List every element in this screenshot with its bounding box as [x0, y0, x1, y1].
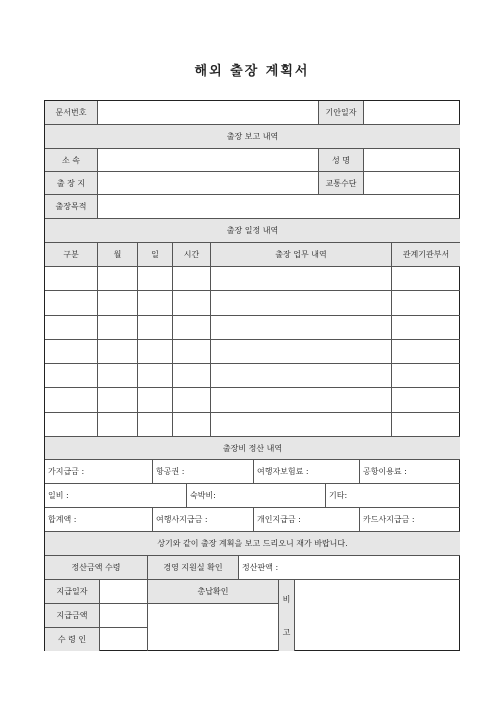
schedule-cell-agency[interactable]: [392, 364, 460, 388]
col-time: 시간: [173, 243, 211, 267]
schedule-cell-agency[interactable]: [392, 413, 460, 437]
schedule-cell-duty[interactable]: [211, 291, 392, 315]
pay-date-label: 지급일자: [45, 580, 100, 604]
pay-amount-label: 지급금액: [45, 604, 100, 628]
schedule-cell-month[interactable]: [98, 364, 138, 388]
schedule-cell-category[interactable]: [45, 340, 98, 364]
schedule-cell-day[interactable]: [138, 340, 173, 364]
advance-payment-field[interactable]: 가지급금 :: [45, 460, 153, 484]
schedule-cell-time[interactable]: [173, 291, 211, 315]
lodging-field[interactable]: 숙박비:: [187, 484, 326, 508]
schedule-cell-time[interactable]: [173, 267, 211, 291]
remarks-label-char-1: 비: [282, 594, 291, 604]
col-agency: 관계기관부서: [392, 243, 460, 267]
schedule-cell-duty[interactable]: [211, 364, 392, 388]
doc-no-field[interactable]: [98, 101, 319, 125]
col-category: 구분: [45, 243, 98, 267]
destination-field[interactable]: [98, 172, 319, 195]
page-title: 해외 출장 계획서: [194, 64, 310, 79]
col-month: 월: [98, 243, 138, 267]
other-expense-field[interactable]: 기타:: [326, 484, 460, 508]
schedule-cell-time[interactable]: [173, 316, 211, 340]
settlement-received-label: 정산금액 수령: [45, 556, 148, 580]
schedule-cell-time[interactable]: [173, 413, 211, 437]
schedule-cell-day[interactable]: [138, 364, 173, 388]
total-amount-field[interactable]: 합계액 :: [45, 508, 153, 532]
trip-plan-form: [44, 100, 460, 651]
schedule-cell-month[interactable]: [98, 388, 138, 412]
schedule-cell-category[interactable]: [45, 413, 98, 437]
support-confirm-label: 경영 지원실 확인: [148, 556, 239, 580]
schedule-cell-month[interactable]: [98, 340, 138, 364]
schedule-cell-day[interactable]: [138, 291, 173, 315]
name-field[interactable]: [364, 149, 460, 172]
total-confirm-label: 총납확인: [148, 580, 279, 604]
schedule-cell-agency[interactable]: [392, 340, 460, 364]
personal-payment-field[interactable]: 개인지급금 :: [254, 508, 360, 532]
receiver-label: 수 령 인: [45, 628, 100, 651]
transport-field[interactable]: [364, 172, 460, 195]
airport-fee-field[interactable]: 공항이용료 :: [360, 460, 460, 484]
settlement-result-field[interactable]: 정산판액 :: [239, 556, 460, 580]
air-ticket-field[interactable]: 항공권 :: [153, 460, 254, 484]
remarks-label-char-2: 고: [282, 627, 291, 637]
schedule-cell-category[interactable]: [45, 388, 98, 412]
schedule-cell-category[interactable]: [45, 267, 98, 291]
purpose-field[interactable]: [98, 195, 460, 219]
pay-amount-field[interactable]: [100, 604, 148, 628]
pay-date-field[interactable]: [100, 580, 148, 604]
schedule-cell-day[interactable]: [138, 316, 173, 340]
schedule-cell-day[interactable]: [138, 267, 173, 291]
report-section-header: 출장 보고 내역: [45, 125, 460, 149]
schedule-cell-month[interactable]: [98, 316, 138, 340]
schedule-cell-agency[interactable]: [392, 291, 460, 315]
daily-allowance-field[interactable]: 일비 :: [45, 484, 187, 508]
schedule-cell-month[interactable]: [98, 267, 138, 291]
schedule-cell-duty[interactable]: [211, 388, 392, 412]
card-payment-field[interactable]: 카드사지급금 :: [360, 508, 460, 532]
schedule-cell-time[interactable]: [173, 388, 211, 412]
schedule-cell-category[interactable]: [45, 364, 98, 388]
name-label: 성 명: [319, 149, 364, 172]
schedule-cell-time[interactable]: [173, 340, 211, 364]
schedule-cell-agency[interactable]: [392, 267, 460, 291]
schedule-cell-agency[interactable]: [392, 388, 460, 412]
schedule-section-header: 출장 일정 내역: [45, 219, 460, 243]
draft-date-label: 기안일자: [319, 101, 364, 125]
agency-payment-field[interactable]: 여행사지급금 :: [153, 508, 254, 532]
receiver-field[interactable]: [100, 628, 148, 651]
affiliation-label: 소 속: [45, 149, 98, 172]
schedule-cell-category[interactable]: [45, 291, 98, 315]
schedule-cell-duty[interactable]: [211, 267, 392, 291]
purpose-label: 출장목적: [45, 195, 98, 219]
schedule-cell-time[interactable]: [173, 364, 211, 388]
destination-label: 출 장 지: [45, 172, 98, 195]
schedule-cell-duty[interactable]: [211, 316, 392, 340]
schedule-cell-duty[interactable]: [211, 340, 392, 364]
schedule-cell-category[interactable]: [45, 316, 98, 340]
approval-statement: 상기와 같이 출장 계획을 보고 드리오니 재가 바랍니다.: [45, 532, 460, 556]
schedule-cell-day[interactable]: [138, 388, 173, 412]
schedule-cell-duty[interactable]: [211, 413, 392, 437]
schedule-cell-day[interactable]: [138, 413, 173, 437]
affiliation-field[interactable]: [98, 149, 319, 172]
transport-label: 교통수단: [319, 172, 364, 195]
doc-no-label: 문서번호: [45, 101, 98, 125]
col-day: 일: [138, 243, 173, 267]
schedule-cell-month[interactable]: [98, 291, 138, 315]
remarks-label: [279, 580, 295, 651]
travel-insurance-field[interactable]: 여행자보험료 :: [254, 460, 360, 484]
expense-section-header: 출장비 정산 내역: [45, 437, 460, 460]
schedule-cell-month[interactable]: [98, 413, 138, 437]
draft-date-field[interactable]: [364, 101, 460, 125]
remarks-field[interactable]: [295, 580, 460, 651]
schedule-cell-agency[interactable]: [392, 316, 460, 340]
total-confirm-field[interactable]: [148, 604, 279, 651]
col-duty: 출장 업무 내역: [211, 243, 392, 267]
